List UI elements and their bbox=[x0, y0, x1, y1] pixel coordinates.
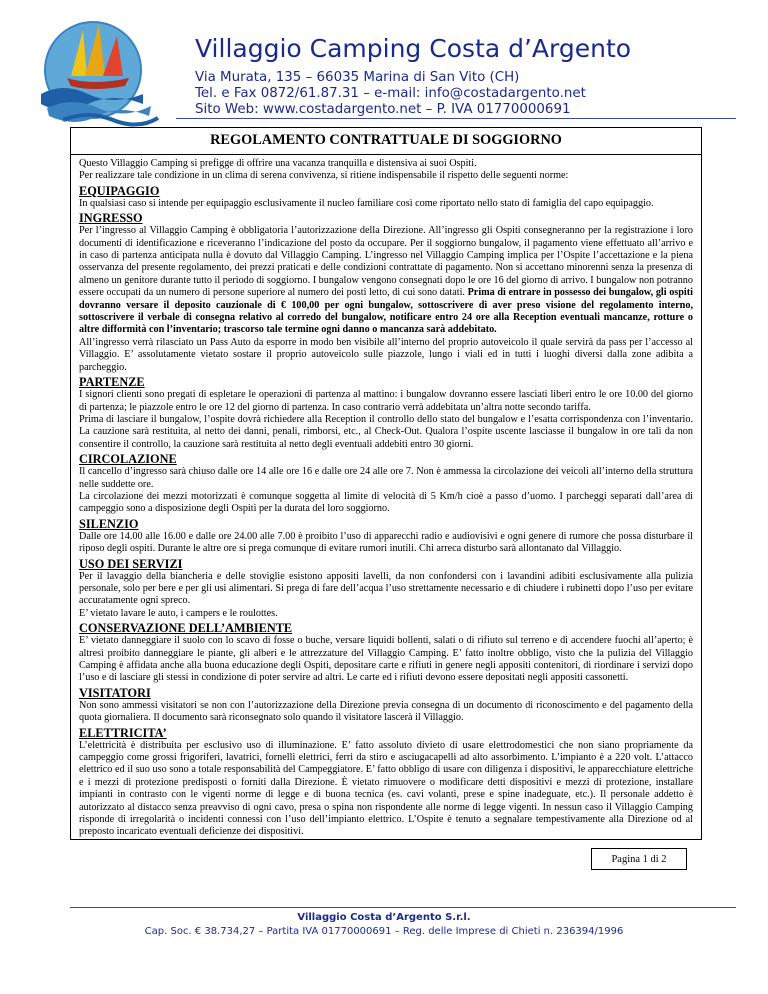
footer-company: Villaggio Costa d’Argento S.r.l. bbox=[297, 912, 471, 923]
title-divider bbox=[71, 154, 701, 155]
section-paragraph: L’elettricità è distribuita per esclusivo uso di illuminazione. E’ fatto assoluto divieto di usare elettrodomestici che non siano propriamente da campeggio come grossi frigoriferi, lavatrici, fornelli elettrici, ferri da stiro e asciugacapelli ad alto assorbimento. L’impianto è a 220 volt. L’attacco elettrico ed il suo uso sono a totale responsabilità del Campeggiatore. E’ fatto obbligo di usare con diligenza i dispositivi, le apparecchiature elettriche e i mezzi di protezione predisposti o forniti dalla Direzione. È vietato rimuovere o modificare detti dispositivi e mezzi di protezione, installare impianti in contrasto con le vigenti norme di legge e di buona tecnica (es. cavi volanti, prese e spine inadeguate, etc.). Il personale addetto è autorizzato al distacco senza preavviso di ogni cavo, presa o spina non rispondente alle norme di legge vigenti. In nessun caso il Villaggio Camping risponde di irregolarità o incidenti connessi con l’uso dell’impianto elettrico. L’Ospite è tenuto a segnalare tempestivamente alla Direzione od al preposto incaricato eventuali deficienze dei dispositivi. bbox=[79, 739, 693, 838]
document-title: REGOLAMENTO CONTRATTUALE DI SOGGIORNO bbox=[210, 132, 562, 148]
ingresso-text: Per l’ingresso al Villaggio Camping è obbligatoria l’autorizzazione della Direzione. All’ingresso gli Ospiti consegneranno per la registrazione i loro documenti di identificazione e riceveranno l’indicazione del posto da occupare. Per il soggiorno bungalow, il pagamento viene effettuato all’arrivo e in caso di partenza anticipata nulla è dovuto dal Villaggio Camping. L’ingresso nel Villaggio Camping implica per l’Ospite l’accettazione e la piena osservanza del presente regolamento, dei prezzi praticati e delle condizioni contrattate di pagamento. Non si accettano minorenni senza la presenza di almeno un genitore durante tutto il periodo di soggiorno. I bungalow vengono consegnati dopo le ore 16 del giorno di arrivo. I bungalow non potranno essere occupati da un numero di persone superiore al numero dei posti letto, di cui sono datati. bbox=[79, 225, 693, 299]
regulation-box bbox=[70, 127, 702, 840]
section-heading-partenze: PARTENZE bbox=[79, 375, 145, 390]
ingresso-bold-text: Prima di entrare in possesso dei bungalow, gli ospiti dovranno versare il deposito cauzionale di € 100,00 per ogni bungalow, sottoscrivere di aver preso visione del regolamento interno, sottoscrivere il verbale di consegna relativo al corredo del bungalow, notificare entro 24 ore alla Reception eventuali mancanze, rotture o altre difformità con l’inventario; trascorso tale termine ogni danno o mancanza sarà addebitato. bbox=[79, 287, 693, 336]
company-website: Sito Web: www.costadargento.net – P. IVA 01770000691 bbox=[195, 102, 571, 117]
section-heading-elettricita: ELETTRICITA’ bbox=[79, 725, 167, 740]
section-heading-servizi: USO DEI SERVIZI bbox=[79, 556, 183, 571]
section-paragraph: E’ vietato danneggiare il suolo con lo scavo di fosse o buche, versare liquidi bollenti, salati o di rifiuto sul terreno e di accendere fuochi all’aperto; è altresì proibito danneggiare le piante, gli alberi e le attrezzature del Villaggio Camping. E’ fatto inoltre obbligo, visto che la pulizia del Villaggio Camping è affidata anche alla buona educazione degli Ospiti, depositare carte e rifiuti in genere negli appositi contenitori, di riordinare i servizi dopo l’uso e di lasciare gli stessi in condizione di poter servire ad altri. Le carte ed i rifiuti devono essere depositati negli appositi cassonetti. bbox=[79, 635, 693, 684]
section-paragraph: I signori clienti sono pregati di espletare le operazioni di partenza al mattino: i bungalow dovranno essere lasciati liberi entro le ore 10.00 del giorno di partenza; le piazzole entro le ore 12 del giorno di partenza. In caso contrario verrà addebitata un’altra notte secondo tariffa. bbox=[79, 389, 693, 413]
company-contact: Tel. e Fax 0872/61.87.31 – e-mail: info@costadargento.net bbox=[195, 86, 586, 101]
section-paragraph: La circolazione dei mezzi motorizzati è comunque soggetta al limite di velocità di 5 Km/h cioè a passo d’uomo. I parcheggi separati dall’area di campeggio sono a disposizione degli Ospiti per la durata del loro soggiorno. bbox=[79, 490, 693, 515]
section-paragraph: Il cancello d’ingresso sarà chiuso dalle ore 14 alle ore 16 e dalle ore 24 alle ore 7. Non è ammessa la circolazione dei veicoli all’interno della struttura nelle suddette ore. bbox=[79, 466, 693, 490]
section-heading-equipaggio: EQUIPAGGIO bbox=[79, 183, 160, 198]
intro-paragraph: Per realizzare tale condizione in un clima di serena convivenza, si ritiene indispensabile il rispetto delle seguenti norme: bbox=[79, 170, 569, 182]
section-paragraph: All’ingresso verrà rilasciato un Pass Auto da esporre in modo ben visibile all’interno del proprio autoveicolo il quale servirà da pass per l’accesso al Villaggio. E’ assolutamente vietato sostare il proprio autoveicolo sulle piazzole, lungo i viali ed in tutti i luoghi diversi dalla zone adibita a parcheggio. bbox=[79, 336, 693, 373]
section-heading-ingresso: INGRESSO bbox=[79, 211, 143, 226]
header-divider bbox=[176, 118, 736, 119]
footer-legal: Cap. Soc. € 38.734,27 – Partita IVA 01770000691 – Reg. delle Imprese di Chieti n. 236394/1996 bbox=[144, 926, 624, 937]
section-paragraph: Non sono ammessi visitatori se non con l’autorizzazione della Direzione previa consegna di un documento di riconoscimento e del pagamento della quota giornaliera. Il documento sarà riconsegnato solo quando il visitatore lascerà il Villaggio. bbox=[79, 699, 693, 724]
section-paragraph: E’ vietato lavare le auto, i campers e le roulottes. bbox=[79, 607, 278, 619]
section-heading-circolazione: CIRCOLAZIONE bbox=[79, 452, 177, 467]
section-paragraph: In qualsiasi caso si intende per equipaggio esclusivamente il nucleo familiare così come riportato nello stato di famiglia del capo equipaggio. bbox=[79, 197, 654, 209]
company-title: Villaggio Camping Costa d’Argento bbox=[195, 34, 632, 63]
section-heading-visitatori: VISITATORI bbox=[79, 685, 151, 700]
section-heading-ambiente: CONSERVAZIONE DELL’AMBIENTE bbox=[79, 621, 293, 636]
footer-divider bbox=[70, 907, 736, 908]
section-paragraph bbox=[79, 225, 693, 337]
company-address: Via Murata, 135 – 66035 Marina di San Vito (CH) bbox=[195, 70, 520, 85]
section-paragraph: Per il lavaggio della biancheria e delle stoviglie esistono appositi lavelli, da non confondersi con i lavandini adibiti esclusivamente alla pulizia personale, solo per bere e per gli usi alimentari. Si prega di fare dell’acqua l’uso strettamente necessario e di chiudere i rubinetti dopo l’uso per evitare accuratamente ogni spreco. bbox=[79, 570, 693, 607]
section-paragraph: Dalle ore 14.00 alle 16.00 e dalle ore 24.00 alle 7.00 è proibito l’uso di apparecchi radio e audiovisivi e ogni genere di rumore che possa disturbare il riposo degli ospiti. Durante le altre ore si prega comunque di evitare rumori inutili. Chi arreca disturbo sarà allontanato dal Villaggio. bbox=[79, 530, 693, 555]
intro-paragraph: Questo Villaggio Camping si prefigge di offrire una vacanza tranquilla e distensiva ai suoi Ospiti. bbox=[79, 158, 477, 169]
section-paragraph: Prima di lasciare il bungalow, l’ospite dovrà richiedere alla Reception il controllo dello stato del bungalow e l’esatta corrispondenza con l’inventario. La cauzione sarà restituita, al netto dei danni, penali, rimborsi, etc., al Check-Out. Qualora l’ospite uscente lasciasse il bungalow in ore tali da non consentire il controllo, la cauzione sarà restituita al netto degli eventuali addebiti entro 30 giorni. bbox=[79, 413, 693, 450]
section-heading-silenzio: SILENZIO bbox=[79, 516, 139, 531]
company-logo bbox=[33, 16, 168, 131]
page-number: Pagina 1 di 2 bbox=[591, 848, 687, 870]
